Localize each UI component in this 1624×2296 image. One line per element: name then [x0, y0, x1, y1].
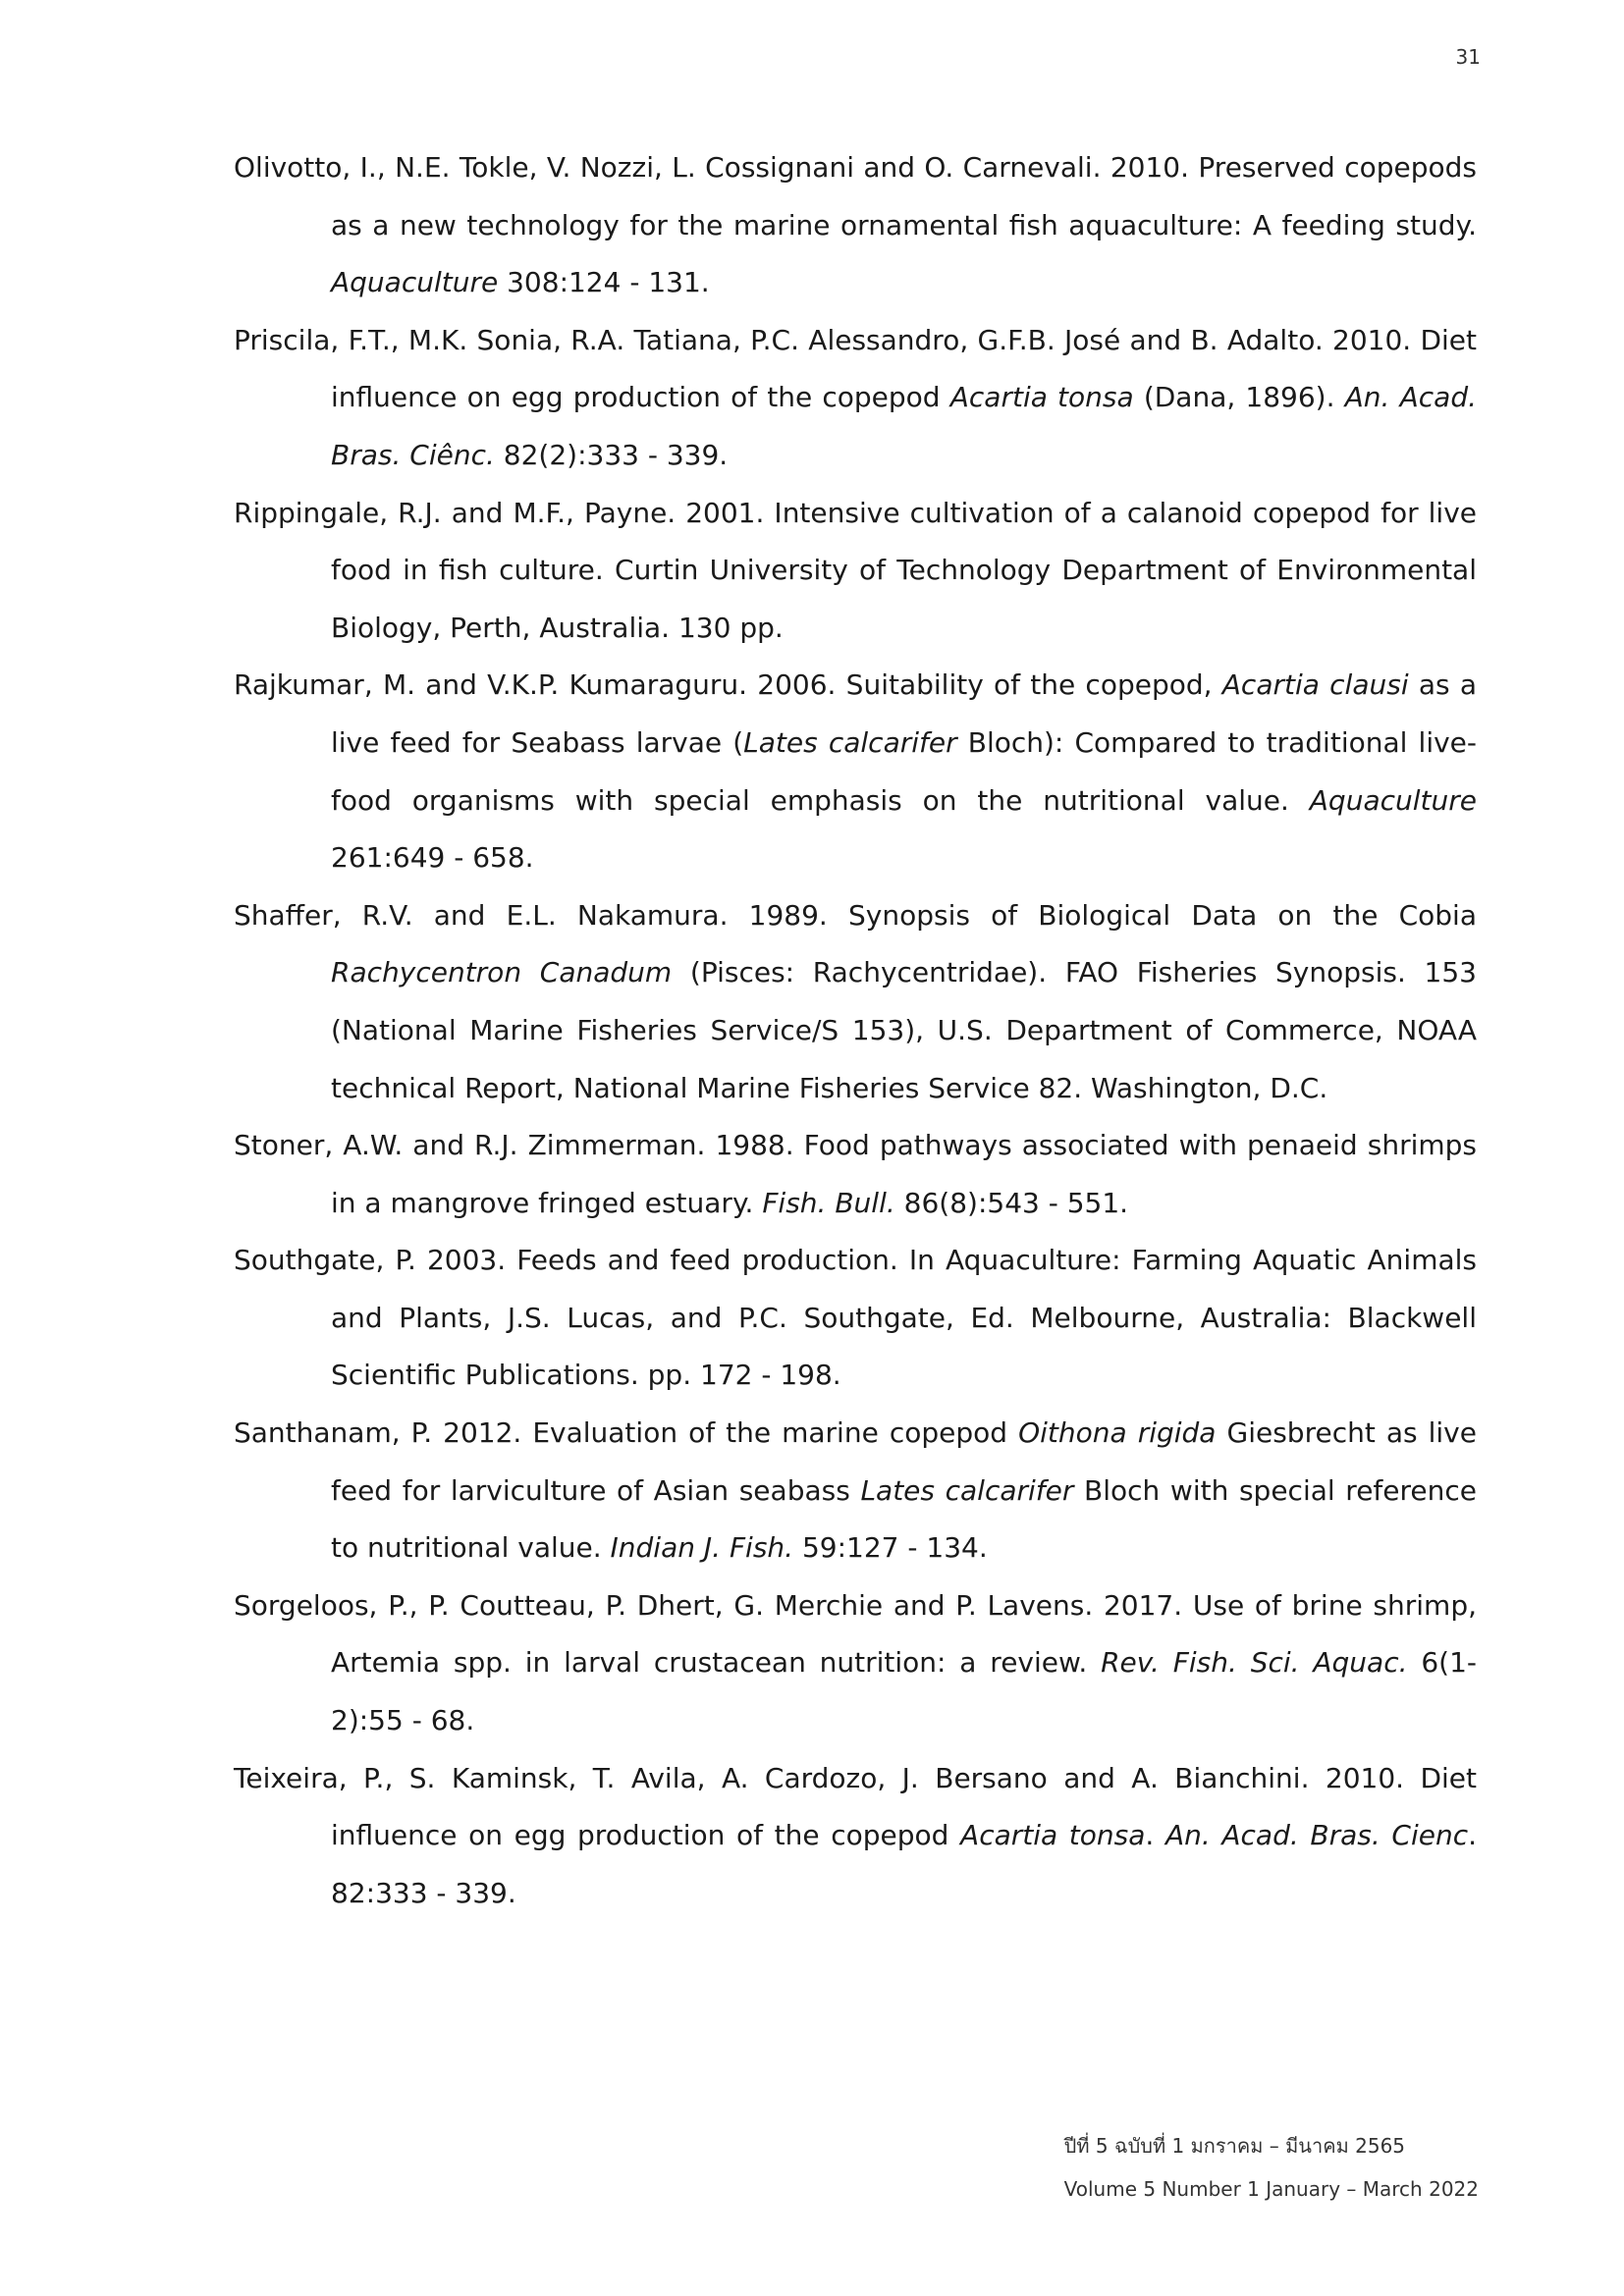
reference-entry	[234, 485, 1477, 658]
reference-entry	[234, 657, 1477, 886]
reference-text: 308:124 - 131.	[498, 266, 710, 299]
page-number: 31	[1455, 45, 1481, 69]
issue-info-thai: ปีที่ 5 ฉบับที่ 1 มกราคม – มีนาคม 2565	[1063, 2134, 1406, 2158]
reference-italic-text: An. Acad. Bras. Cienc	[1164, 1819, 1469, 1852]
reference-text: (Pisces: Rachycentridae). FAO Fisheries Synopsis. 153 (National Marine Fisheries Service/S 153), U.S. Department of Commerce, NOAA technical Report, National Marine Fisheries Service 82. Washington, D.C.	[331, 956, 1477, 1104]
reference-text: as a live feed for Seabass larvae (	[331, 668, 1477, 759]
reference-entry	[234, 887, 1477, 1117]
reference-text: Bloch with special reference to nutritional value.	[331, 1473, 1477, 1565]
reference-italic-text: Acartia tonsa	[960, 1819, 1146, 1852]
reference-entry	[234, 1577, 1477, 1750]
reference-italic-text: Rachycentron Canadum	[331, 956, 673, 989]
reference-italic-text: Acartia tonsa	[949, 381, 1134, 414]
reference-entry	[234, 139, 1477, 312]
reference-text: Rippingale, R.J. and M.F., Payne. 2001. Intensive cultivation of a calanoid copepod for live food in fish culture. Curtin University of Technology Department of Environmental Biology, Perth, Australia. 130 pp.	[234, 496, 1477, 644]
reference-italic-text: Lates calcarifer	[743, 725, 957, 759]
reference-text: Stoner, A.W. and R.J. Zimmerman. 1988. Food pathways associated with penaeid shrimps in a mangrove fringed estuary.	[234, 1129, 1477, 1219]
issue-info-english: Volume 5 Number 1 January – March 2022	[1063, 2177, 1479, 2201]
reference-italic-text: An. Acad. Bras. Ciênc.	[331, 381, 1477, 471]
reference-entry	[234, 1232, 1477, 1405]
reference-entry	[234, 1750, 1477, 1923]
reference-text: Bloch): Compared to traditional live-food organisms with special emphasis on the nutritional value.	[331, 725, 1477, 817]
reference-italic-text: Aquaculture	[331, 266, 499, 299]
reference-entry	[234, 312, 1477, 485]
reference-text: Giesbrecht as live feed for larviculture of Asian seabass	[331, 1416, 1477, 1507]
reference-text: Olivotto, I., N.E. Tokle, V. Nozzi, L. Cossignani and O. Carnevali. 2010. Preserved copepods as a new technology for the marine ornamental fish aquaculture: A feeding study.	[234, 151, 1477, 241]
reference-entry	[234, 1405, 1477, 1577]
reference-text: Priscila, F.T., M.K. Sonia, R.A. Tatiana, P.C. Alessandro, G.F.B. José and B. Adalto. 2010. Diet influence on egg production of the copepod	[234, 323, 1477, 414]
reference-italic-text: Indian J. Fish.	[610, 1531, 794, 1565]
reference-text: (Dana, 1896).	[1133, 381, 1345, 414]
reference-italic-text: Rev. Fish. Sci. Aquac.	[1101, 1646, 1408, 1680]
journal-issue-footer	[1064, 2124, 1479, 2211]
reference-text: Rajkumar, M. and V.K.P. Kumaraguru. 2006. Suitability of the copepod,	[234, 668, 1222, 702]
reference-italic-text: Acartia clausi	[1221, 668, 1409, 702]
reference-text: Sorgeloos, P., P. Coutteau, P. Dhert, G. Merchie and P. Lavens. 2017. Use of brine shrimp, Artemia spp. in larval crustacean nutrition: a review.	[234, 1588, 1477, 1680]
reference-text: Southgate, P. 2003. Feeds and feed production. In Aquaculture: Farming Aquatic Animals and Plants, J.S. Lucas, and P.C. Southgate, Ed. Melbourne, Australia: Blackwell Scientific Publications. pp. 172 - 198.	[234, 1244, 1477, 1392]
reference-text: .	[1145, 1819, 1165, 1852]
reference-text: Shaffer, R.V. and E.L. Nakamura. 1989. Synopsis of Biological Data on the Cobia	[234, 898, 1477, 932]
reference-text: Teixeira, P., S. Kaminsk, T. Avila, A. Cardozo, J. Bersano and A. Bianchini. 2010. Diet influence on egg production of the copepod	[234, 1761, 1477, 1852]
reference-text: 261:649 - 658.	[331, 841, 534, 875]
reference-list	[234, 139, 1477, 1922]
reference-italic-text: Oithona rigida	[1018, 1416, 1217, 1450]
reference-italic-text: Lates calcarifer	[860, 1473, 1074, 1507]
reference-italic-text: Fish. Bull.	[762, 1186, 895, 1219]
reference-text: 82(2):333 - 339.	[494, 438, 729, 471]
reference-entry	[234, 1117, 1477, 1232]
reference-text: . 82:333 - 339.	[331, 1819, 1477, 1909]
reference-text: 59:127 - 134.	[793, 1531, 988, 1565]
reference-italic-text: Aquaculture	[1309, 783, 1477, 817]
reference-text: Santhanam, P. 2012. Evaluation of the marine copepod	[234, 1416, 1019, 1450]
reference-text: 6(1-2):55 - 68.	[331, 1646, 1478, 1737]
reference-text: 86(8):543 - 551.	[894, 1186, 1129, 1219]
